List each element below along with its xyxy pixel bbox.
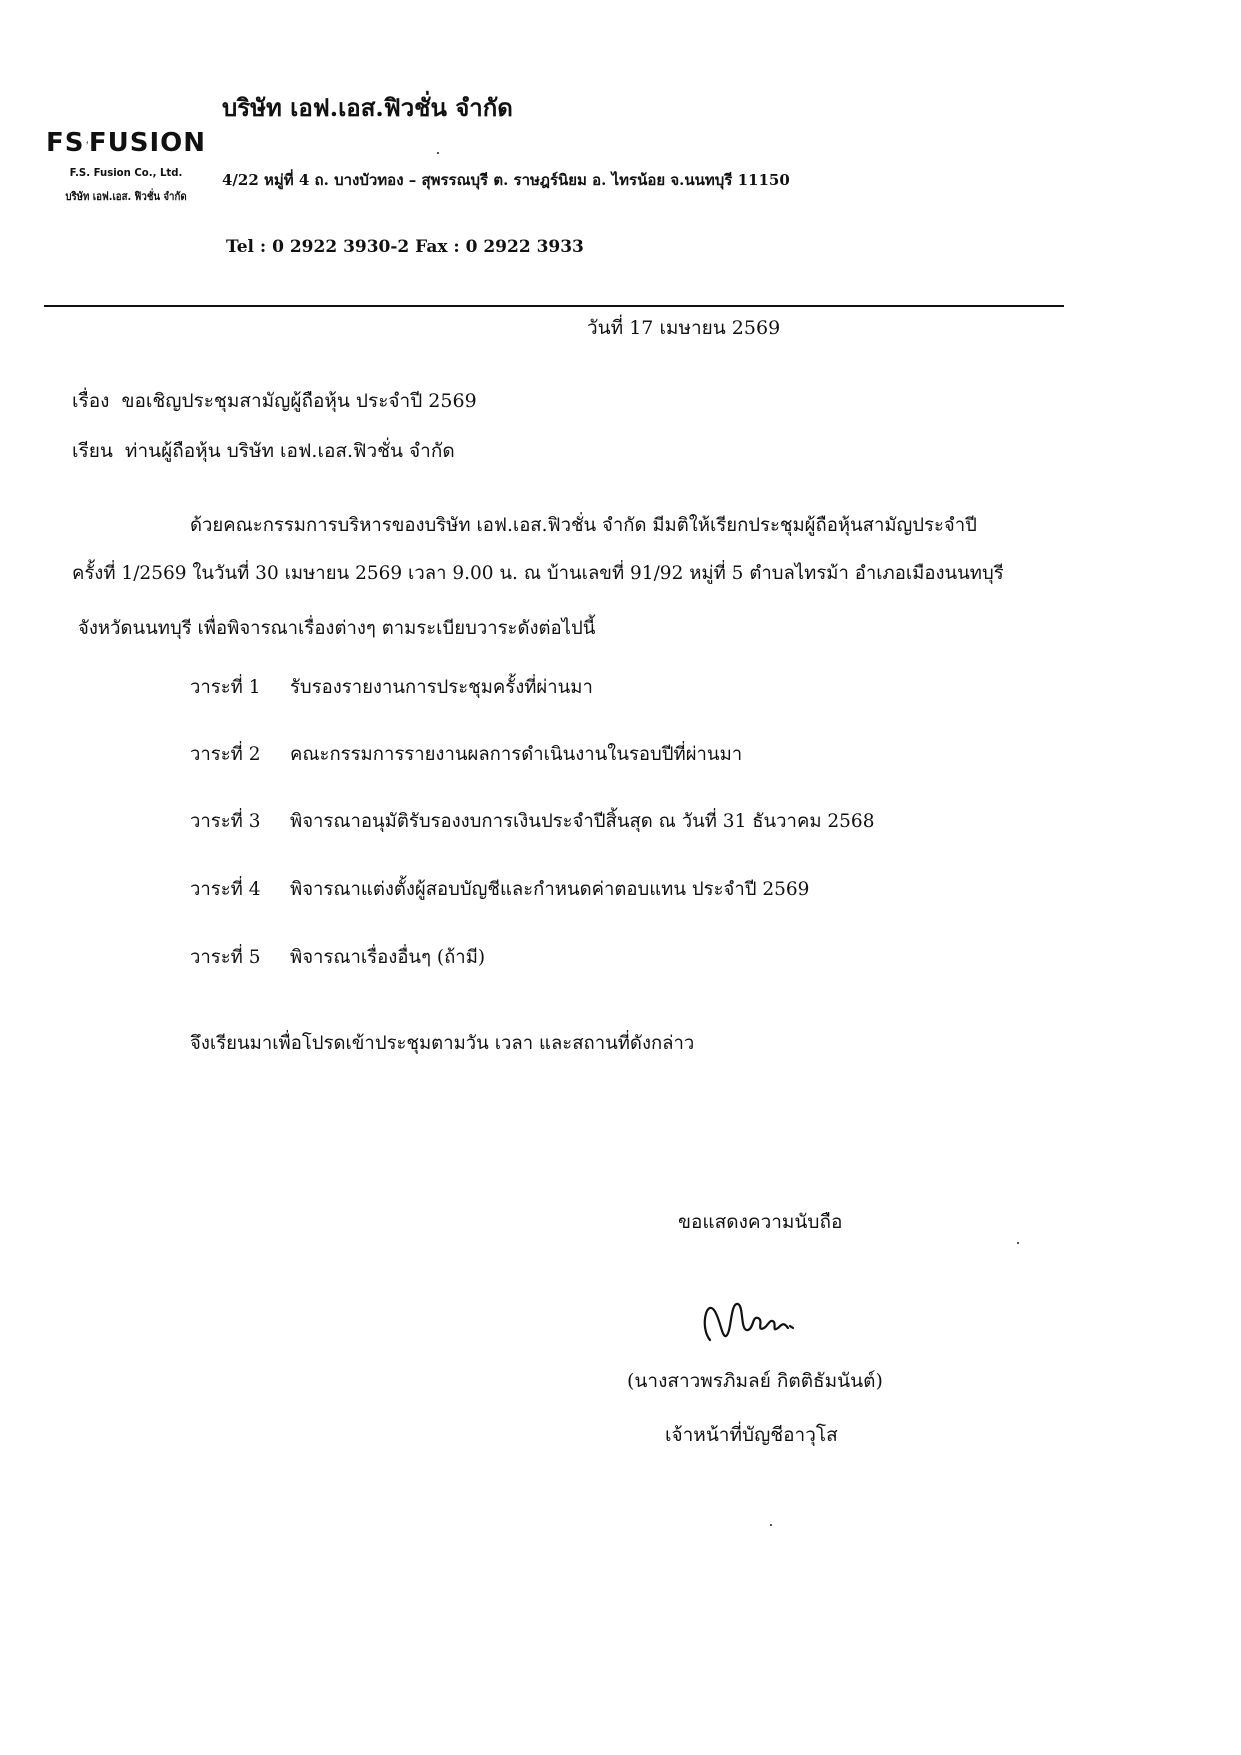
subject-text: ขอเชิญประชุมสามัญผู้ถือหุ้น ประจำปี 2569 (121, 390, 477, 412)
agenda-number: วาระที่ 4 (190, 879, 261, 900)
subject-label: เรื่อง (72, 390, 110, 412)
logo-thai-name: บริษัท เอฟ.เอส. ฟิวชั่น จำกัด (65, 190, 187, 203)
agenda-item-3 (190, 807, 874, 836)
scan-speck (437, 152, 439, 154)
company-contact: Tel : 0 2922 3930-2 Fax : 0 2922 3933 (226, 237, 584, 257)
agenda-text: พิจารณาแต่งตั้งผู้สอบบัญชีและกำหนดค่าตอบแทน ประจำปี 2569 (290, 879, 810, 900)
agenda-text: รับรองรายงานการประชุมครั้งที่ผ่านมา (290, 677, 593, 698)
agenda-text: คณะกรรมการรายงานผลการดำเนินงานในรอบปีที่ผ่านมา (290, 744, 743, 765)
recipient-label: เรียน (72, 440, 113, 462)
signer-name: (นางสาวพรภิมลย์ กิตติธัมนันต์) (627, 1370, 883, 1392)
scan-speck (1017, 1242, 1019, 1244)
logo-english-name: F.S. Fusion Co., Ltd. (69, 166, 183, 179)
agenda-item-2 (190, 740, 742, 769)
company-name: บริษัท เอฟ.เอส.ฟิวชั่น จำกัด (222, 93, 513, 122)
agenda-text: พิจารณาอนุมัติรับรองงบการเงินประจำปีสิ้นสุด ณ วันที่ 31 ธันวาคม 2568 (290, 811, 875, 832)
subject-line (72, 386, 477, 416)
agenda-item-4 (190, 875, 809, 904)
body-line-2: ครั้งที่ 1/2569 ในวันที่ 30 เมษายน 2569 เวลา 9.00 น. ณ บ้านเลขที่ 91/92 หมู่ที่ 5 ตำบลไทรม้า อำเภอเมืองนนทบุรี (72, 563, 1004, 584)
conclusion-text: จึงเรียนมาเพื่อโปรดเข้าประชุมตามวัน เวลา และสถานที่ดังกล่าว (190, 1033, 695, 1054)
agenda-number: วาระที่ 3 (190, 811, 261, 832)
scan-speck (770, 1524, 772, 1526)
agenda-number: วาระที่ 5 (190, 947, 261, 968)
body-line-1: ด้วยคณะกรรมการบริหารของบริษัท เอฟ.เอส.ฟิวชั่น จำกัด มีมติให้เรียกประชุมผู้ถือหุ้นสามัญประจำปี (190, 515, 977, 536)
body-line-3: จังหวัดนนทบุรี เพื่อพิจารณาเรื่องต่างๆ ตามระเบียบวาระดังต่อไปนี้ (78, 618, 596, 639)
company-address: 4/22 หมู่ที่ 4 ถ. บางบัวทอง – สุพรรณบุรี ต. ราษฎร์นิยม อ. ไทรน้อย จ.นนทบุรี 11150 (222, 171, 790, 189)
recipient-text: ท่านผู้ถือหุ้น บริษัท เอฟ.เอส.ฟิวชั่น จำกัด (124, 440, 455, 462)
company-logo (46, 128, 206, 205)
agenda-item-5 (190, 943, 485, 972)
letter-date: วันที่ 17 เมษายน 2569 (587, 317, 781, 339)
logo-mark: FS FUSION (46, 128, 206, 158)
lightning-bolt-icon (86, 129, 88, 157)
letterhead-divider (44, 305, 1064, 307)
signer-title: เจ้าหน้าที่บัญชีอาวุโส (665, 1424, 838, 1446)
recipient-line (72, 436, 455, 466)
agenda-text: พิจารณาเรื่องอื่นๆ (ถ้ามี) (290, 947, 486, 968)
agenda-number: วาระที่ 1 (190, 677, 261, 698)
closing-salutation: ขอแสดงความนับถือ (678, 1211, 843, 1233)
agenda-item-1 (190, 673, 593, 702)
agenda-number: วาระที่ 2 (190, 744, 261, 765)
handwritten-signature (696, 1288, 806, 1358)
